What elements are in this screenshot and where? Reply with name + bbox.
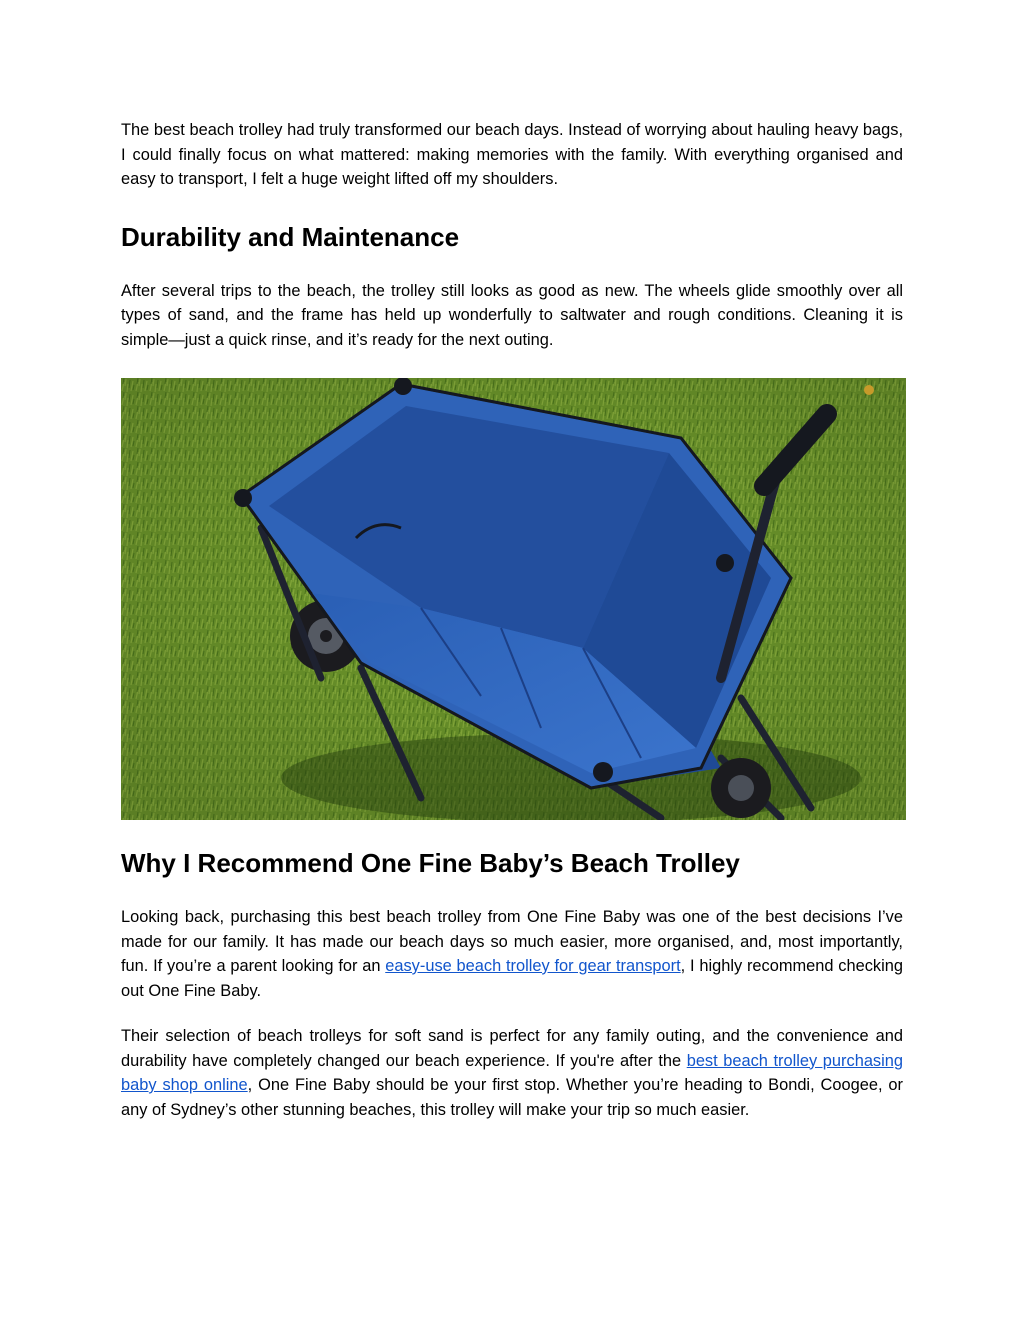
section-heading-durability: Durability and Maintenance	[121, 221, 460, 252]
recommend-p2-text-end: , One Fine Baby should be your first stop. Whether you’re heading to Bondi, Coogee, or any of Sydney’s other stunning beaches, this trolley will make your trip so much easier.	[121, 1076, 903, 1119]
section-heading-recommend: Why I Recommend One Fine Baby’s Beach Trolley	[121, 848, 740, 878]
intro-paragraph: The best beach trolley had truly transformed our beach days. Instead of worrying about hauling heavy bags, I could finally focus on what mattered: making memories with the family. With everything organised and easy to transport, I felt a huge weight lifted off my shoulders.	[121, 121, 903, 188]
best-trolley-shop-link[interactable]: best beach trolley purchasing baby shop online	[121, 1051, 903, 1094]
recommend-p1-text-end: , I highly recommend checking out One Fine Baby.	[121, 957, 903, 1000]
recommend-paragraph-2	[121, 1024, 903, 1122]
beach-trolley-photo	[121, 378, 906, 820]
easy-use-trolley-link[interactable]: easy-use beach trolley for gear transport	[385, 957, 681, 975]
durability-paragraph: After several trips to the beach, the trolley still looks as good as new. The wheels glide smoothly over all types of sand, and the frame has held up wonderfully to saltwater and rough conditions. Cleaning it is simple—just a quick rinse, and it’s ready for the next outing.	[121, 281, 903, 349]
document-page	[121, 118, 903, 1122]
recommend-paragraph-1	[121, 905, 903, 1003]
recommend-p2-text-start: Their selection of beach trolleys for soft sand is perfect for any family outing, and the convenience and durability have completely changed our beach experience. If you're after the	[121, 1027, 903, 1070]
wheel-right	[711, 758, 771, 818]
recommend-p1-text-start: Looking back, purchasing this best beach trolley from One Fine Baby was one of the best decisions I’ve made for our family. It has made our beach days so much easier, more organised, and, most importantly, fun. If you’re a parent looking for an	[121, 908, 903, 975]
